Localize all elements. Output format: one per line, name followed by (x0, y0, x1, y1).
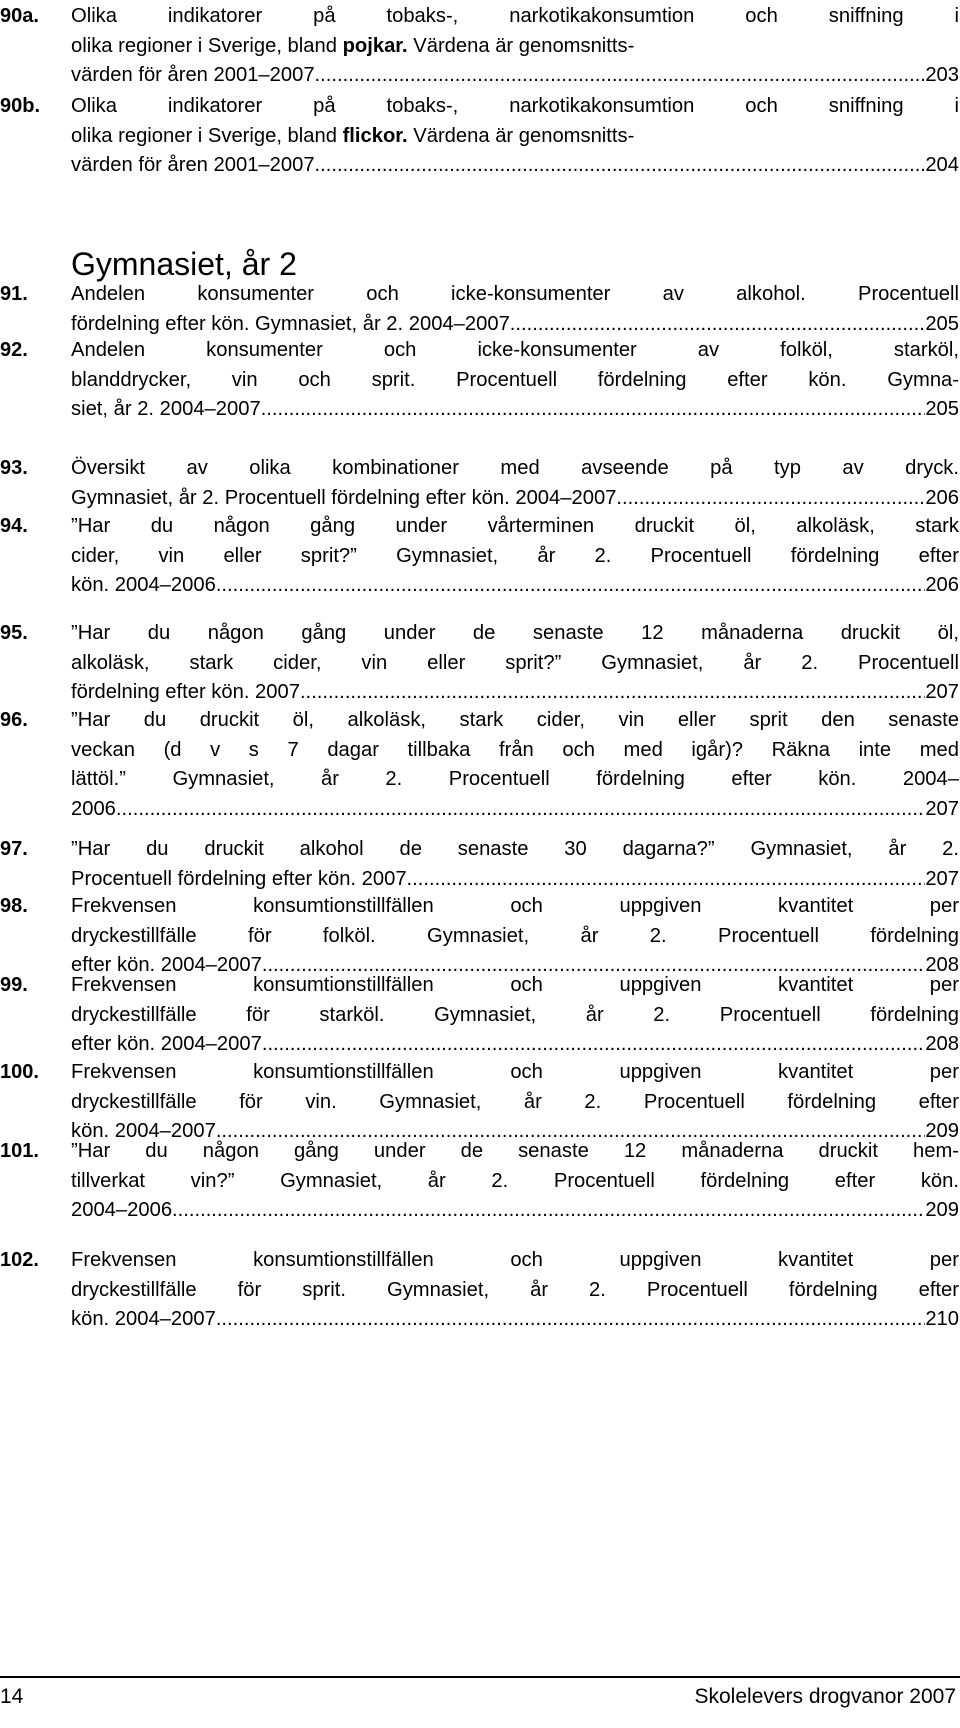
dot-leader (616, 484, 925, 514)
toc-entry-number: 94. (0, 515, 28, 537)
toc-entry-number: 97. (0, 838, 28, 860)
footer-publication-title: Skolelevers drogvanor 2007 (694, 1685, 956, 1708)
toc-page-number: 207 (925, 797, 959, 820)
toc-entry-line (71, 122, 959, 152)
toc-entry-line: alkoläsk, stark cider, vin eller sprit?” Gymnasiet, år 2. Procentuell (71, 651, 959, 674)
dot-leader (216, 571, 926, 601)
toc-entry-line: blanddrycker, vin och sprit. Procentuell fördelning efter kön. Gymna- (71, 368, 959, 391)
toc-entry-line: fördelning efter kön. Gymnasiet, år 2. 2004–2007 (71, 312, 510, 335)
toc-entry-title (71, 92, 959, 181)
toc-entry-line: Olika indikatorer på tobaks-, narkotikakonsumtion och sniffning i (71, 5, 959, 27)
toc-entry-line: veckan (d v s 7 dagar tillbaka från och med igår)? Räkna inte med (71, 738, 959, 761)
toc-entry-line: Frekvensen konsumtionstillfällen och uppgiven kvantitet per (71, 895, 959, 917)
toc-entry-line: 2004–2006. (71, 1199, 178, 1221)
dot-leader (122, 795, 926, 825)
toc-entry-number: 91. (0, 283, 28, 305)
toc-entry-line: ”Har du någon gång under de senaste 12 månaderna druckit hem- (71, 1140, 959, 1162)
toc-entry-number: 92. (0, 339, 28, 361)
toc-entry-line: Frekvensen konsumtionstillfällen och uppgiven kvantitet per (71, 1249, 959, 1271)
toc-entry-line: Gymnasiet, år 2. Procentuell fördelning efter kön. 2004–2007 (71, 486, 617, 509)
toc-entry-line: dryckestillfälle för vin. Gymnasiet, år 2. Procentuell fördelning efter (71, 1090, 959, 1113)
toc-entry-title (71, 1246, 959, 1335)
toc-entry-line: tillverkat vin?” Gymnasiet, år 2. Procentuell fördelning efter kön. (71, 1169, 959, 1192)
toc-entry-title (71, 2, 959, 91)
toc-page-number: 208 (925, 1033, 959, 1055)
toc-entry-line: dryckestillfälle för folköl. Gymnasiet, år 2. Procentuell fördelning (71, 924, 959, 947)
toc-entry-line: lättöl.” Gymnasiet, år 2. Procentuell fördelning efter kön. 2004– (71, 768, 959, 790)
toc-entry-title (71, 892, 959, 981)
toc-entry-line-start: olika regioner i Sverige, bland (71, 34, 343, 57)
dot-leader (320, 151, 925, 181)
toc-page-number: 207 (925, 681, 959, 703)
footer-rule (0, 1676, 960, 1678)
toc-entry-line: Olika indikatorer på tobaks-, narkotikakonsumtion och sniffning i (71, 95, 959, 117)
toc-page-number: 209 (925, 1120, 959, 1142)
toc-entry-line: ”Har du druckit alkohol de senaste 30 dagarna?” Gymnasiet, år 2. (71, 838, 959, 860)
toc-entry-line: fördelning efter kön. 2007 (71, 681, 300, 703)
toc-page-number: 206 (925, 486, 959, 509)
toc-entry-number: 96. (0, 709, 28, 731)
dot-leader (267, 1030, 925, 1060)
toc-entry-title (71, 1058, 959, 1147)
toc-entry-number: 90a. (0, 5, 39, 27)
toc-entry-number: 93. (0, 457, 28, 479)
toc-entry-line-end: Värdena är genomsnitts- (407, 124, 635, 147)
toc-page-number: 204 (925, 154, 959, 176)
toc-entry-line: Frekvensen konsumtionstillfällen och uppgiven kvantitet per (71, 974, 959, 996)
toc-entry-line: Andelen konsumenter och icke-konsumenter av alkohol. Procentuell (71, 283, 959, 305)
toc-page-number: 203 (925, 64, 959, 86)
toc-entry-number: 99. (0, 974, 28, 996)
toc-page-number: 208 (925, 954, 959, 976)
toc-entry-line: Översikt av olika kombinationer med avseende på typ av dryck. (71, 457, 959, 479)
toc-entry-line: kön. 2004–2007 (71, 1120, 216, 1142)
toc-entry-line: ”Har du någon gång under de senaste 12 månaderna druckit öl, (71, 622, 959, 644)
toc-entry-title (71, 1137, 959, 1226)
toc-entry-number: 101. (0, 1140, 39, 1162)
toc-entry-line: efter kön. 2004–2007. (71, 954, 268, 976)
emphasized-word: pojkar. (342, 34, 408, 57)
toc-entry-line: cider, vin eller sprit?” Gymnasiet, år 2. Procentuell fördelning efter (71, 544, 959, 567)
toc-entry-line: 2006. (71, 797, 122, 820)
toc-entry-title (71, 336, 959, 425)
toc-page-number: 207 (925, 867, 959, 890)
toc-entry-line: kön. 2004–2007 (71, 1308, 216, 1330)
toc-entry-title (71, 512, 959, 601)
toc-entry-title (71, 706, 959, 824)
toc-entry-line: siet, år 2. 2004–2007 (71, 398, 261, 420)
toc-page-number: 206 (925, 574, 959, 596)
toc-entry-title (71, 454, 959, 513)
toc-entry-line: dryckestillfälle för sprit. Gymnasiet, år 2. Procentuell fördelning efter (71, 1278, 959, 1301)
footer-page-number: 14 (0, 1685, 24, 1708)
toc-entry-number: 98. (0, 895, 28, 917)
toc-entry-line-start: olika regioner i Sverige, bland (71, 124, 343, 147)
toc-entry-line (71, 32, 959, 62)
toc-entry-line: värden för åren 2001–2007. (71, 154, 321, 176)
toc-entry-line: efter kön. 2004–2007. (71, 1033, 268, 1055)
toc-entry-line: ”Har du druckit öl, alkoläsk, stark cider, vin eller sprit den senaste (71, 709, 959, 731)
toc-page-number: 210 (925, 1308, 959, 1330)
dot-leader (300, 678, 925, 708)
toc-entry-title (71, 619, 959, 708)
toc-entry-title (71, 971, 959, 1060)
section-heading: Gymnasiet, år 2 (71, 246, 297, 282)
toc-entry-line: Procentuell fördelning efter kön. 2007. (71, 867, 413, 890)
toc-entry-line: Frekvensen konsumtionstillfällen och uppgiven kvantitet per (71, 1061, 959, 1083)
dot-leader (510, 310, 926, 340)
toc-entry-number: 90b. (0, 95, 41, 117)
toc-entry-title (71, 280, 959, 339)
toc-entry-line: dryckestillfälle för starköl. Gymnasiet, år 2. Procentuell fördelning (71, 1003, 959, 1026)
toc-entry-number: 100. (0, 1061, 39, 1083)
dot-leader (320, 61, 925, 91)
toc-entry-title (71, 835, 959, 894)
dot-leader (216, 1305, 926, 1335)
emphasized-word: flickor. (342, 124, 408, 147)
toc-page-number: 205 (925, 312, 959, 335)
toc-entry-line: ”Har du någon gång under vårterminen druckit öl, alkoläsk, stark (71, 515, 959, 537)
dot-leader (412, 865, 925, 895)
toc-entry-line: kön. 2004–2006 (71, 574, 216, 596)
toc-page-number: 205 (925, 398, 959, 420)
dot-leader (261, 395, 926, 425)
toc-entry-number: 102. (0, 1249, 39, 1271)
toc-entry-line-end: Värdena är genomsnitts- (407, 34, 635, 57)
toc-page-number: 209 (925, 1199, 959, 1221)
toc-entry-line: Andelen konsumenter och icke-konsumenter av folköl, starköl, (71, 339, 959, 361)
toc-entry-line: värden för åren 2001–2007. (71, 64, 321, 86)
toc-entry-number: 95. (0, 622, 28, 644)
dot-leader (178, 1196, 926, 1226)
